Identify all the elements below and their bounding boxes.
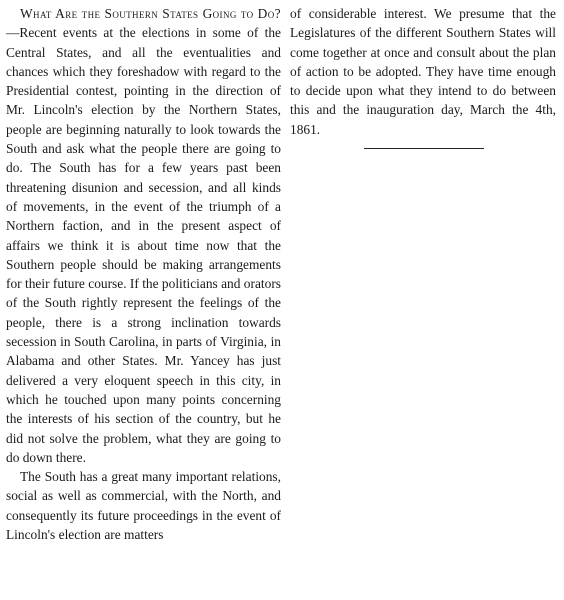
column-end-rule — [364, 148, 484, 149]
article-paragraph-2-continued: of considerable interest. We presume that the Legislatures of the different Southern States will come together at once and consult about the plan of action to be adopted. They have time enough to decide upon what they intend to do between this and the inauguration day, March the 4th, 1861. — [290, 6, 556, 137]
article-column-left — [6, 4, 281, 544]
article-paragraph-1 — [6, 4, 281, 467]
article-paragraph-2: The South has a great many important relations, social as well as commercial, with the North, and consequently its future proceedings in the event of Lincoln's election are matters — [6, 469, 281, 543]
article-headline: What Are the Southern States Going to Do? — [20, 6, 281, 21]
article-column-right — [290, 4, 556, 139]
article-lead-text: —Recent events at the elections in some of the Central States, and all the eventualities and chances which they foreshadow with regard to the Presidential contest, pointing in the direction of Mr. Lincoln's election by the Northern States, people are beginning naturally to look towards the South and ask what the people there are going to do. The South has for a few years past been threatening disunion and secession, and all kinds of movements, in the event of the triumph of a Northern faction, and in the present aspect of affairs we think it is about time now that the Southern people should be making arrangements for their future course. If the politicians and orators of the South rightly represent the feelings of the people, there is a strong inclination towards secession in South Carolina, in parts of Virginia, in Alabama and other States. Mr. Yancey has just delivered a very eloquent speech in this city, in which he touched upon many points concerning the interests of his section of the country, but he did not solve the problem, what they are going to do down there. — [6, 25, 281, 465]
